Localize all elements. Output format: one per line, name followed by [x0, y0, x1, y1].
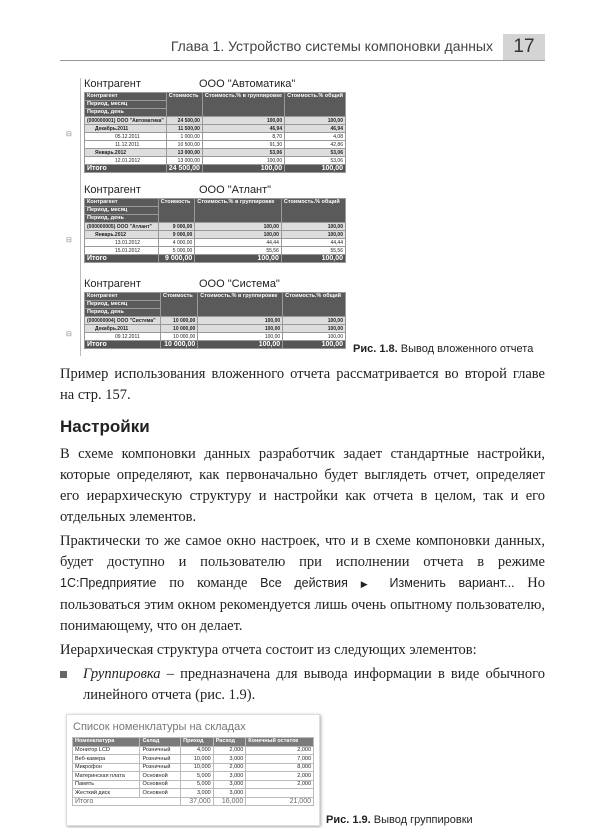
table-row — [85, 141, 346, 149]
table-cell: 100,00 — [281, 255, 345, 263]
table-row — [85, 165, 346, 173]
caption-number: Рис. 1.9. — [326, 814, 371, 826]
table-cell: Итого — [85, 341, 161, 349]
table-cell: (000000004) ООО "Система" — [85, 317, 161, 325]
table-cell: Период, месяц — [85, 101, 167, 109]
table-cell: 8,70 — [202, 133, 284, 141]
menu-command: Изменить вариант... — [389, 576, 515, 590]
table-cell: 5 000,00 — [158, 247, 195, 255]
table-cell: 4,08 — [285, 133, 346, 141]
table-cell: 10 000,00 — [160, 333, 197, 341]
table-cell: (000000005) ООО "Атлант" — [85, 223, 159, 231]
table-cell: Контрагент — [85, 93, 167, 101]
report-title: Список номенклатуры на складах — [73, 721, 246, 733]
table-cell: Розничный — [140, 763, 181, 772]
caption-number: Рис. 1.8. — [353, 343, 398, 355]
table-cell: 10,000 — [181, 755, 214, 764]
table-row — [73, 797, 314, 806]
bullet-term: Группировка — [83, 666, 161, 682]
table-cell: Номенклатура — [73, 738, 140, 747]
table-cell: 3,000 — [213, 772, 246, 781]
table-cell: Период, месяц — [85, 207, 159, 215]
table-row — [73, 780, 314, 789]
table-cell: 3,000 — [213, 780, 246, 789]
table-row — [73, 763, 314, 772]
table-row — [85, 149, 346, 157]
nested-report — [66, 78, 346, 173]
table-row — [85, 239, 346, 247]
table-cell: 9 000,00 — [158, 223, 195, 231]
table-row — [85, 125, 346, 133]
table-cell: Основной — [140, 772, 181, 781]
table-row — [73, 789, 314, 798]
table-cell: 100,00 — [198, 341, 283, 349]
table-row — [85, 223, 346, 231]
table-cell: 5,000 — [181, 780, 214, 789]
table-cell: 100,00 — [285, 117, 346, 125]
table-cell: Приход — [181, 738, 214, 747]
arrow-right-icon: ▶ — [360, 579, 377, 589]
table-cell: 100,00 — [283, 317, 346, 325]
nested-report — [66, 278, 346, 349]
report-table — [84, 292, 346, 349]
table-cell: Январь.2012 — [85, 231, 159, 239]
table-cell: 4,000 — [181, 746, 214, 755]
table-cell: 100,00 — [202, 117, 284, 125]
paragraph-2: В схеме компоновки данных разработчик задает стандартные настройки, которые определяют, как первоначально будет выглядеть отчет, определяет его иерархическую структуру и настройки как отчета в целом, так и его отдельных элементов. — [60, 446, 545, 525]
table-cell: 21,000 — [246, 797, 314, 806]
table-cell: 42,86 — [285, 141, 346, 149]
table-cell: Основной — [140, 789, 181, 798]
section-heading: Настройки — [60, 417, 150, 436]
table-cell: 15.01.2012 — [85, 247, 159, 255]
table-cell: 100,00 — [281, 223, 345, 231]
table-cell: 09.12.2011 — [85, 333, 161, 341]
running-header — [60, 36, 545, 61]
table-cell: Монитор LCD — [73, 746, 140, 755]
report-title — [84, 184, 346, 198]
table-cell: Жесткий диск — [73, 789, 140, 798]
table-cell: 24 500,00 — [166, 117, 202, 125]
table-row — [85, 317, 346, 325]
table-cell: Итого — [85, 165, 167, 173]
table-cell: 10 000,00 — [160, 317, 197, 325]
table-cell: Контрагент — [85, 199, 159, 207]
bullet-icon — [60, 664, 76, 685]
table-cell: 12.01.2012 — [85, 157, 167, 165]
table-cell: 44,44 — [281, 239, 345, 247]
table-cell: 100,00 — [202, 165, 284, 173]
table-cell: Итого — [73, 797, 181, 806]
table-cell: Расход — [213, 738, 246, 747]
table-cell: 3,000 — [181, 789, 214, 798]
table-cell: Январь.2012 — [85, 149, 167, 157]
table-cell: 100,00 — [283, 325, 346, 333]
table-cell: Стоимость.% в группировке — [198, 293, 283, 317]
table-cell: Период, день — [85, 309, 161, 317]
table-row — [85, 117, 346, 125]
table-cell: 2,000 — [246, 780, 314, 789]
table-cell: Период, день — [85, 215, 159, 223]
counterparty-name: ООО "Автоматика" — [199, 78, 296, 90]
table-cell: 10,000 — [181, 763, 214, 772]
table-cell: Розничный — [140, 746, 181, 755]
table-cell: Декабрь.2011 — [85, 125, 167, 133]
table-cell: 100,00 — [285, 165, 346, 173]
table-row — [85, 255, 346, 263]
figure-nested-report — [60, 78, 350, 356]
table-cell: 100,00 — [198, 325, 283, 333]
table-cell: 2,000 — [246, 746, 314, 755]
table-cell: Микрофон — [73, 763, 140, 772]
table-cell: Декабрь.2011 — [85, 325, 161, 333]
table-cell: 13.01.2012 — [85, 239, 159, 247]
bullet-text: – предназначена для вывода информации в виде обычного линейного отчета (рис. 1.9). — [83, 666, 545, 703]
table-row — [85, 93, 346, 101]
table-cell: 100,00 — [195, 255, 282, 263]
table-cell: 05.12.2011 — [85, 133, 167, 141]
report-table — [84, 92, 346, 173]
nomenclature-table — [72, 737, 314, 806]
table-cell — [246, 789, 314, 798]
report-title — [84, 278, 346, 292]
table-cell: 11 500,00 — [166, 125, 202, 133]
table-cell: Период, месяц — [85, 301, 161, 309]
table-row — [85, 341, 346, 349]
p3-text: по команде — [156, 575, 261, 591]
report-label: Контрагент — [84, 78, 141, 90]
table-cell: Веб-камера — [73, 755, 140, 764]
p3-text: Практически то же самое окно настроек, что и в схеме компоновки данных, будет доступно и пользователю при исполнении отчета в режиме — [60, 533, 545, 570]
figure-divider — [80, 78, 81, 356]
table-cell: Стоимость.% общий — [283, 293, 346, 317]
table-cell: Стоимость.% общий — [281, 199, 345, 223]
table-cell: 53,06 — [285, 157, 346, 165]
menu-command: Все действия — [260, 576, 348, 590]
table-cell: 16,000 — [213, 797, 246, 806]
caption-text: Вывод группировки — [373, 814, 473, 826]
table-row — [85, 157, 346, 165]
figure2-caption — [326, 814, 473, 826]
table-cell: 53,06 — [285, 149, 346, 157]
table-cell: 24 500,00 — [166, 165, 202, 173]
table-cell: Розничный — [140, 755, 181, 764]
table-cell: Стоимость — [160, 293, 197, 317]
collapse-tree-icon[interactable]: ⊟ — [66, 330, 72, 338]
table-cell: Контрагент — [85, 293, 161, 301]
table-cell: 10 500,00 — [166, 141, 202, 149]
table-cell: 44,44 — [195, 239, 282, 247]
table-row — [85, 133, 346, 141]
table-cell: 13 000,00 — [166, 149, 202, 157]
table-cell: 11.12.2011 — [85, 141, 167, 149]
table-cell: 2,000 — [246, 772, 314, 781]
table-cell: 46,94 — [285, 125, 346, 133]
table-cell: 100,00 — [283, 333, 346, 341]
table-cell: Память — [73, 780, 140, 789]
table-row — [73, 746, 314, 755]
table-cell: 2,000 — [213, 763, 246, 772]
table-row — [85, 333, 346, 341]
table-cell: Итого — [85, 255, 159, 263]
nested-report — [66, 184, 346, 263]
table-cell: 55,56 — [281, 247, 345, 255]
table-cell: Стоимость — [166, 93, 202, 117]
table-cell: 13 000,00 — [166, 157, 202, 165]
table-cell: 3,000 — [213, 755, 246, 764]
chapter-title: Глава 1. Устройство системы компоновки данных — [170, 38, 493, 54]
table-row — [85, 231, 346, 239]
table-row — [85, 325, 346, 333]
table-cell: Стоимость — [158, 199, 195, 223]
collapse-tree-icon[interactable]: ⊟ — [66, 130, 72, 138]
report-table — [84, 198, 346, 263]
figure1-caption — [353, 343, 533, 355]
table-cell: Конечный остаток — [246, 738, 314, 747]
report-title — [84, 78, 346, 92]
table-cell: 53,06 — [202, 149, 284, 157]
table-row — [73, 772, 314, 781]
paragraph-1: Пример использования вложенного отчета рассматривается во второй главе на стр. 157. — [60, 366, 545, 403]
page-number: 17 — [503, 34, 545, 60]
table-cell: 100,00 — [195, 231, 282, 239]
app-mode: 1С:Предприятие — [60, 576, 157, 590]
table-cell: 9 000,00 — [158, 255, 195, 263]
report-label: Контрагент — [84, 184, 141, 196]
report-label: Контрагент — [84, 278, 141, 290]
caption-text: Вывод вложенного отчета — [400, 343, 534, 355]
table-cell: 8,000 — [246, 763, 314, 772]
table-cell: Стоимость.% в группировке — [202, 93, 284, 117]
paragraph-3 — [60, 531, 545, 637]
table-cell: 100,00 — [281, 231, 345, 239]
table-cell: 100,00 — [283, 341, 346, 349]
table-cell: (000000001) ООО "Автоматика" — [85, 117, 167, 125]
table-cell: 100,00 — [198, 317, 283, 325]
table-cell: 46,94 — [202, 125, 284, 133]
table-row — [85, 293, 346, 301]
table-cell: 100,00 — [198, 333, 283, 341]
body-text — [60, 364, 545, 826]
table-row — [73, 738, 314, 747]
figure2-wrapper — [60, 714, 545, 826]
table-cell: Стоимость.% общий — [285, 93, 346, 117]
table-cell: 10 000,00 — [160, 341, 197, 349]
table-cell: Основной — [140, 780, 181, 789]
table-row — [85, 247, 346, 255]
table-cell: 1 000,00 — [166, 133, 202, 141]
table-cell: 5,000 — [181, 772, 214, 781]
bullet-item — [60, 664, 545, 706]
table-cell: 100,00 — [202, 157, 284, 165]
table-row — [85, 199, 346, 207]
table-cell: 7,000 — [246, 755, 314, 764]
table-cell: 2,000 — [213, 746, 246, 755]
table-cell: Период, день — [85, 109, 167, 117]
table-cell: Материнская плата — [73, 772, 140, 781]
table-cell: 100,00 — [195, 223, 282, 231]
p3-text: Но пользоваться этим окном рекомендуется лишь очень опытному пользователю, понимающему, что он делает. — [60, 575, 545, 634]
table-cell: 9 000,00 — [158, 231, 195, 239]
table-cell: 10 000,00 — [160, 325, 197, 333]
counterparty-name: ООО "Система" — [199, 278, 280, 290]
table-cell: 91,30 — [202, 141, 284, 149]
table-cell: Склад — [140, 738, 181, 747]
table-cell: 3,000 — [213, 789, 246, 798]
table-cell: 4 000,00 — [158, 239, 195, 247]
collapse-tree-icon[interactable]: ⊟ — [66, 236, 72, 244]
counterparty-name: ООО "Атлант" — [199, 184, 272, 196]
figure-grouping — [66, 714, 320, 826]
table-cell: Стоимость.% в группировке — [195, 199, 282, 223]
table-cell: 55,56 — [195, 247, 282, 255]
table-row — [73, 755, 314, 764]
paragraph-4: Иерархическая структура отчета состоит из следующих элементов: — [60, 642, 477, 658]
table-cell: 37,000 — [181, 797, 214, 806]
